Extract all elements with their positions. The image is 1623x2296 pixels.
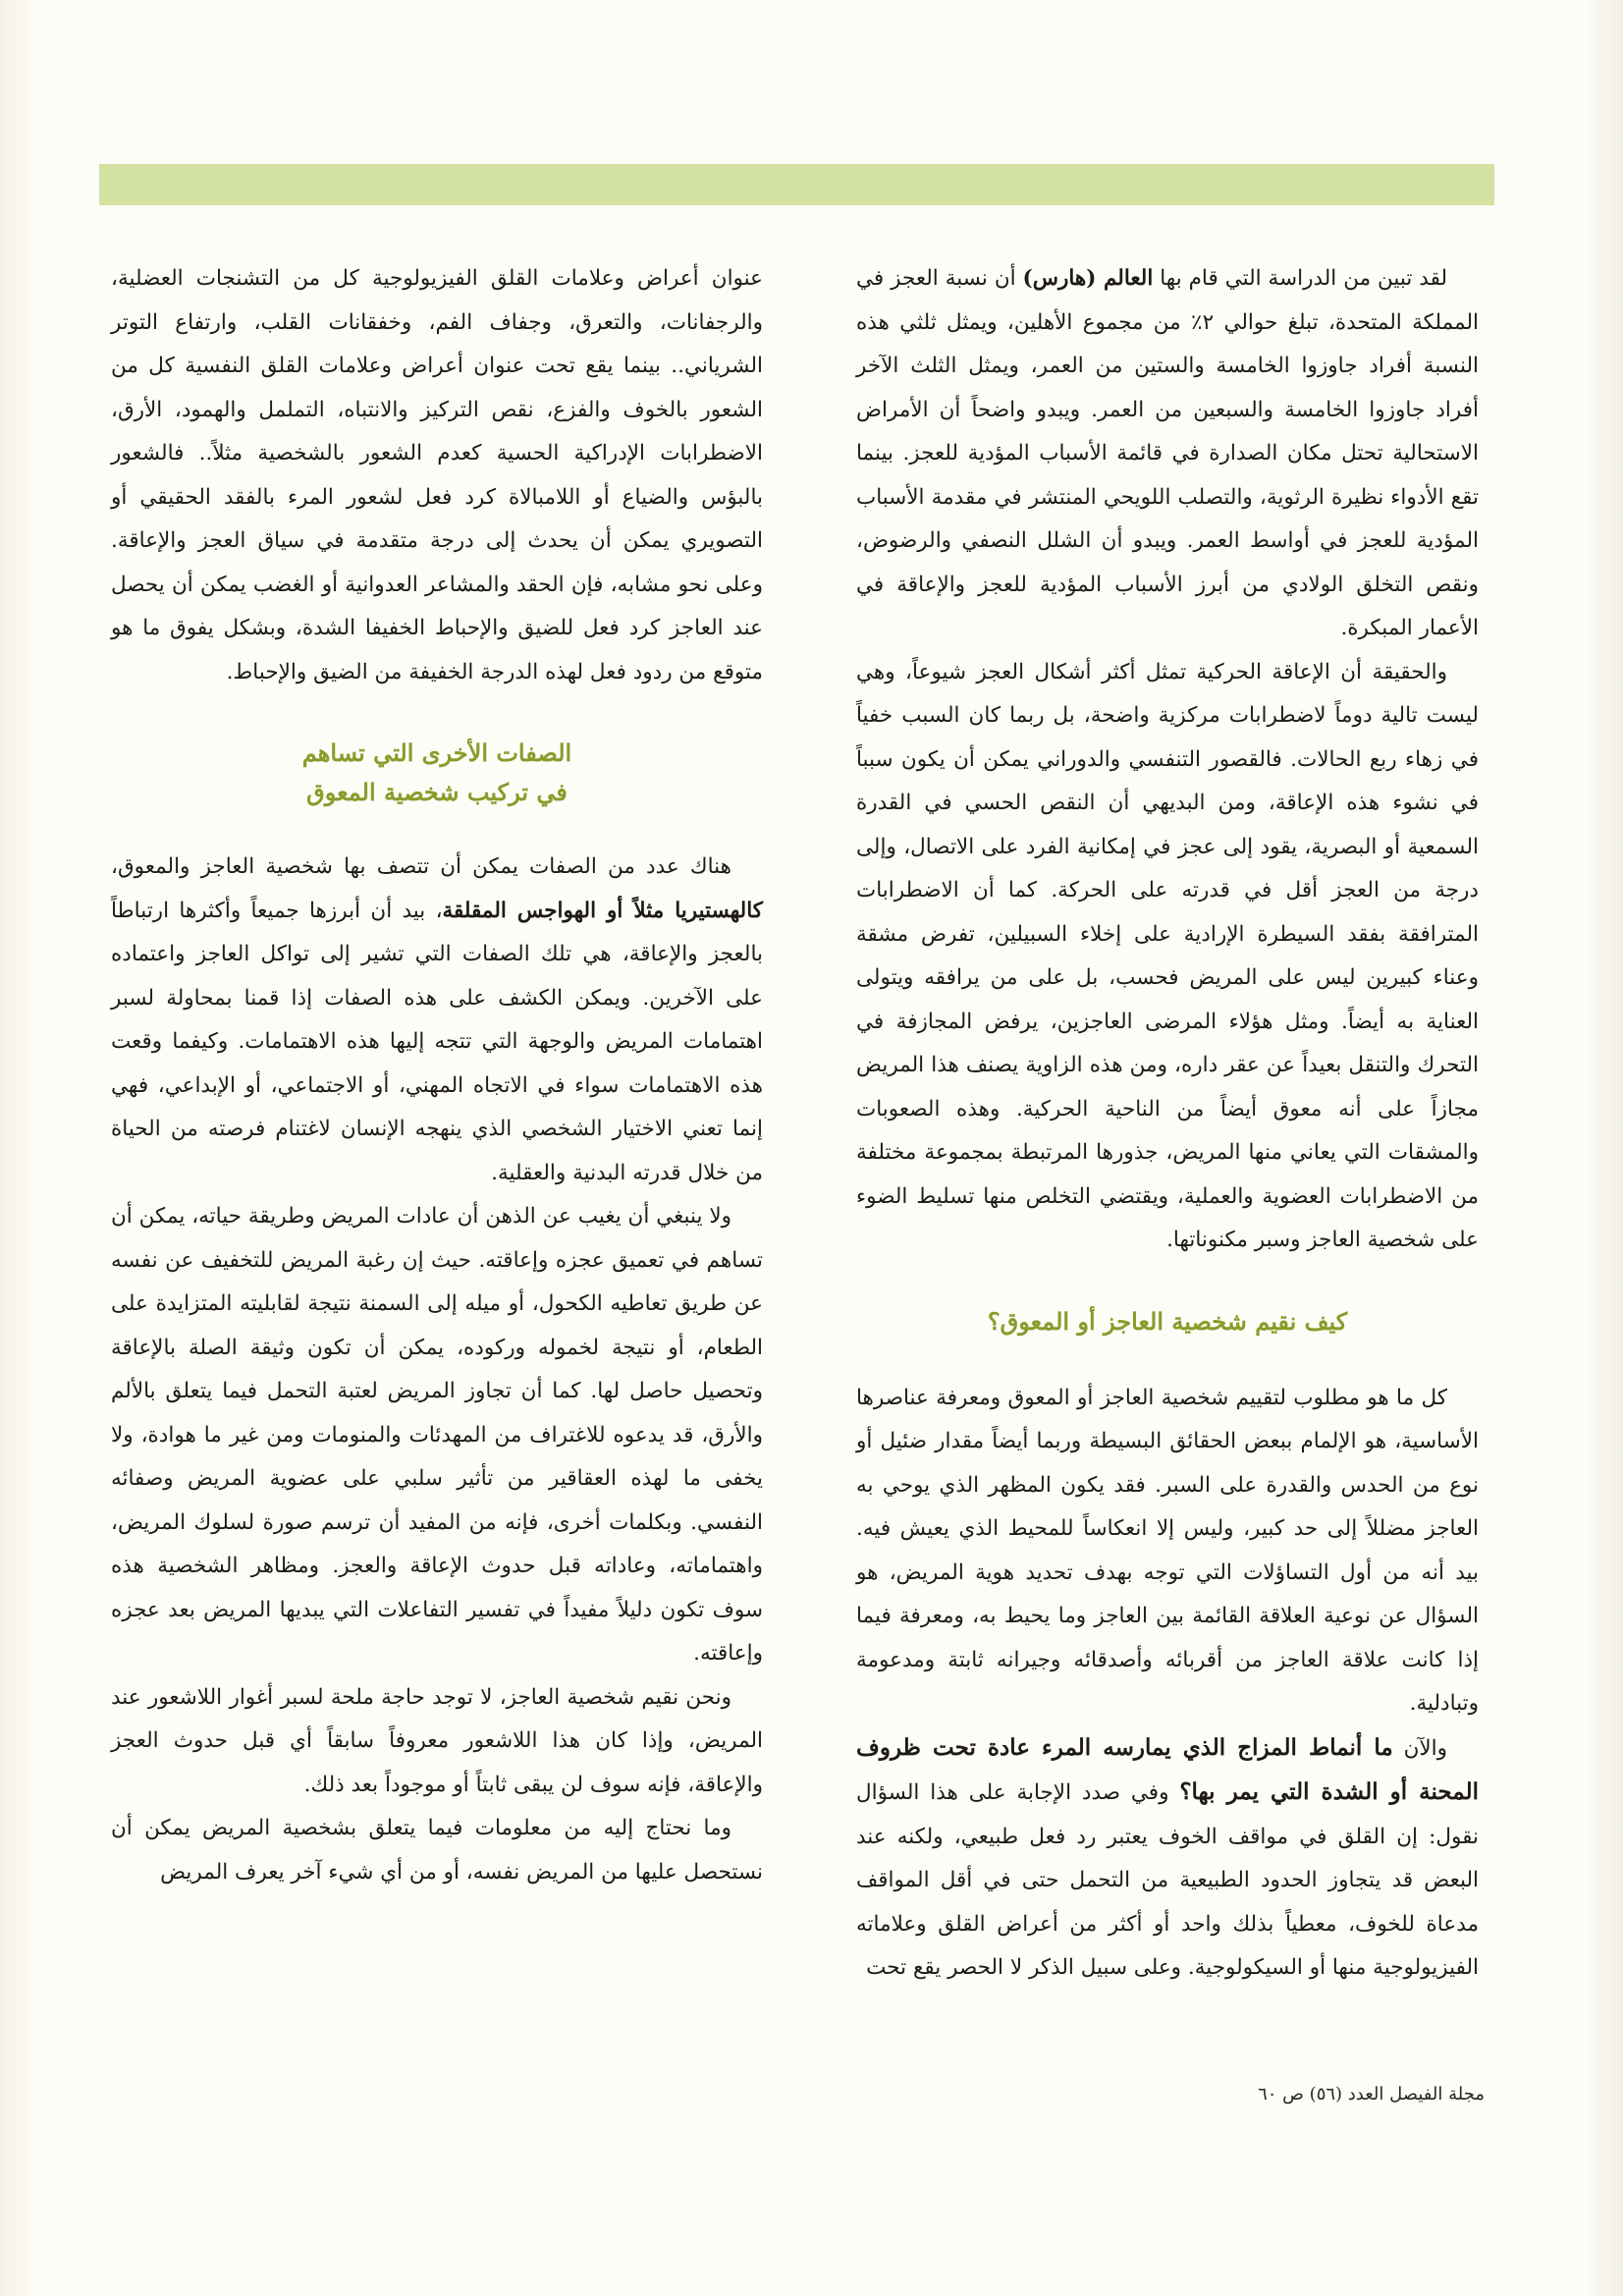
left-paragraph-3: ولا ينبغي أن يغيب عن الذهن أن عادات المريض وطريقة حياته، يمكن أن تساهم في تعميق عجزه وإعاقته. حيث إن رغبة المريض للتخفيف عن نفسه عن طريق تعاطيه الكحول، أو ميله إلى السمنة نتيجة لقابليته المتزايدة على الطعام، أو نتيجة لخموله وركوده، يمكن أن تكون وثيقة الصلة بالإعاقة وتحصيل حاصل لها. كما أن تجاوز المريض لعتبة التحمل فيما يتعلق بالألم والأرق، قد يدعوه للاغتراف من المهدئات والمنومات ومن غير ما هوادة، ولا يخفى ما لهذه العقاقير من تأثير سلبي على عضوية المريض وصفائه النفسي. وبكلمات أخرى، فإنه من المفيد أن ترسم صورة لسلوك المريض، واهتماماته، وعاداته قبل حدوث الإعاقة والعجز. ومظاهر الشخصية هذه سوف تكون دليلاً مفيداً في تفسير التفاعلات التي يبديها المريض بعد عجزه وإعاقته. bbox=[111, 1204, 763, 1666]
header-color-band bbox=[99, 164, 1494, 205]
left-paragraph-1: عنوان أعراض وعلامات القلق الفيزيولوجية كل من التشنجات العضلية، والرجفانات، والتعرق، وجفاف الفم، وخفقانات القلب، وارتفاع التوتر الشرياني.. بينما يقع تحت عنوان أعراض وعلامات القلق النفسية كل من الشعور بالخوف والفزع، نقص التركيز والانتباه، التململ والهمود، الأرق، الاضطرابات الإدراكية الحسية كعدم الشعور بالشخصية مثلاً.. فالشعور بالبؤس والضياع أو اللامبالاة كرد فعل لشعور المرء بالفقد الحقيقي أو التصويري يمكن أن يحدث إلى درجة متقدمة في سياق العجز والإعاقة. وعلى نحو مشابه، فإن الحقد والمشاعر العدوانية أو الغضب يمكن أن يحصل عند العاجز كرد فعل للضيق والإحباط الخفيفا الشدة، وبشكل يفوق ما هو متوقع من ردود فعل لهذه الدرجة الخفيفة من الضيق والإحباط. bbox=[111, 266, 764, 684]
right-paragraph-1 bbox=[856, 257, 1479, 651]
right-p1-text-start: لقد تبين من الدراسة التي قام بها bbox=[1153, 266, 1448, 291]
right-p4-text-end: وفي صدد الإجابة على هذا السؤال نقول: إن القلق في مواقف الخوف يعتبر رد فعل طبيعي، ولكنه عند البعض قد يتجاوز الحدود الطبيعية من التحمل حتى في أقل المواقف مدعاة للخوف، معطياً بذلك واحد أو أكثر من أعراض القلق وعلاماته الفيزيولوجية منها أو السيكولوجية. وعلى سبيل الذكر لا الحصر يقع تحت bbox=[856, 1780, 1479, 1980]
heading-line-1: الصفات الأخرى التي تساهم bbox=[301, 738, 572, 767]
page-footer-citation: مجلة الفيصل العدد (٥٦) ص ٦٠ bbox=[1258, 2084, 1485, 2105]
left-p2-text-start: هناك عدد من الصفات يمكن أن تتصف بها شخصية العاجز والمعوق، bbox=[111, 854, 731, 879]
right-paragraph-2: والحقيقة أن الإعاقة الحركية تمثل أكثر أشكال العجز شيوعاً، وهي ليست تالية دوماً لاضطرابات مركزية واضحة، بل ربما كان السبب خفياً في زهاء ربع الحالات. فالقصور التنفسي والدوراني يمكن أن يكون سبباً في نشوء هذه الإعاقة، ومن البديهي أن النقص الحسي في القدرة السمعية أو البصرية، يقود إلى عجز في إمكانية الفرد على الاتصال، وإلى درجة من العجز أقل في قدرته على الحركة. كما أن الاضطرابات المترافقة بفقد السيطرة الإرادية على إخلاء السبيلين، تفرض مشقة وعناء كبيرين ليس على المريض فحسب، بل على من يرافقه ويتولى العناية به أيضاً. ومثل هؤلاء المرضى العاجزين، يرفض المجازفة في التحرك والتنقل بعيداً عن عقر داره، ومن هذه الزاوية يصنف هذا المريض مجازاً على أنه معوق أيضاً من الناحية الحركية. وهذه الصعوبات والمشقات التي يعاني منها المريض، جذورها المرتبطة بمجموعة مختلفة من الاضطرابات العضوية والعملية، ويقتضي التخلص منها تسليط الضوء على شخصية العاجز وسبر مكنوناتها. bbox=[856, 659, 1479, 1252]
left-paragraph-2 bbox=[111, 846, 763, 1195]
left-paragraph-5: وما نحتاج إليه من معلومات فيما يتعلق بشخصية المريض يمكن أن نستحصل عليها من المريض نفسه، أو من أي شيء آخر يعرف المريض bbox=[111, 1816, 763, 1885]
left-paragraph-4: ونحن نقيم شخصية العاجز، لا توجد حاجة ملحة لسبر أغوار اللاشعور عند المريض، وإذا كان هذا اللاشعور معروفاً سابقاً أي قبل حدوث العجز والإعاقة، فإنه سوف لن يبقى ثابتاً أو موجوداً بعد ذلك. bbox=[111, 1684, 763, 1797]
mood-question-bold: ما أنماط المزاج الذي يمارسه المرء عادة تحت ظروف المحنة أو الشدة التي يمر بها؟ bbox=[856, 1733, 1479, 1805]
left-p2-text-end: ، بيد أن أبرزها جميعاً وأكثرها ارتباطاً بالعجز والإعاقة، هي تلك الصفات التي تشير إلى تواكل العاجز واعتماده على الآخرين. ويمكن الكشف على هذه الصفات إذا قمنا بمحاولة لسبر اهتمامات المريض والوجهة التي تتجه إليها هذه الاهتمامات. وكيفما وقعت هذه الاهتمامات سواء في الاتجاه المهني، أو الاجتماعي، أو الإبداعي، فهي إنما تعني الاختيار الشخصي الذي ينهجه الإنسان لاغتنام فرصته من الحياة من خلال قدرته البدنية والعقلية. bbox=[111, 898, 763, 1185]
heading-line-2: في تركيب شخصية المعوق bbox=[306, 778, 568, 806]
hysteria-bold: كالهستيريا مثلاً أو الهواجس المقلقة bbox=[442, 898, 764, 923]
right-paragraph-3: كل ما هو مطلوب لتقييم شخصية العاجز أو المعوق ومعرفة عناصرها الأساسية، هو الإلمام ببعض الحقائق البسيطة وربما أيضاً مقدار ضئيل أو نوع من الحدس والقدرة على السبر. فقد يكون المظهر الذي يوحي به العاجز مضللاً إلى حد كبير، وليس إلا انعكاساً للمحيط الذي يعيش فيه. بيد أنه من أول التساؤلات التي توجه بهدف تحديد هوية المريض، هو السؤال عن نوعية العلاقة القائمة بين العاجز وما يحيط به، ومعرفة فيما إذا كانت علاقة العاجز من أقربائه وأصدقائه وجيرانه ثابتة ومدعومة وتبادلية. bbox=[856, 1385, 1479, 1716]
section-heading-evaluate-personality: كيف نقيم شخصية العاجز أو المعوق؟ bbox=[987, 1306, 1348, 1336]
right-column bbox=[856, 257, 1479, 1991]
scientist-name-bold: العالم (هارس) bbox=[1022, 266, 1154, 291]
section-heading-other-traits bbox=[111, 734, 763, 812]
left-column bbox=[111, 257, 763, 1894]
right-p1-text-end: أن نسبة العجز في المملكة المتحدة، تبلغ حوالي ٢٪ من مجموع الأهلين، ويمثل ثلثي هذه النسبة أفراد جاوزوا الخامسة والستين من العمر، ويمثل الثلث الآخر أفراد جاوزوا الخامسة والسبعين من العمر. ويبدو واضحاً أن الأمراض الاستحالية تحتل مكان الصدارة في قائمة الأسباب المؤدية للعجز. بينما تقع الأدواء نظيرة الرثوية، والتصلب اللويحي المنتشر في مقدمة الأسباب المؤدية للعجز في أواسط العمر. ويبدو أن الشلل النصفي والرضوض، ونقص التخلق الولادي من أبرز الأسباب المؤدية للعجز والإعاقة في الأعمار المبكرة. bbox=[856, 266, 1479, 640]
right-p4-text-start: والآن bbox=[1392, 1735, 1447, 1761]
right-paragraph-4 bbox=[856, 1726, 1479, 1991]
